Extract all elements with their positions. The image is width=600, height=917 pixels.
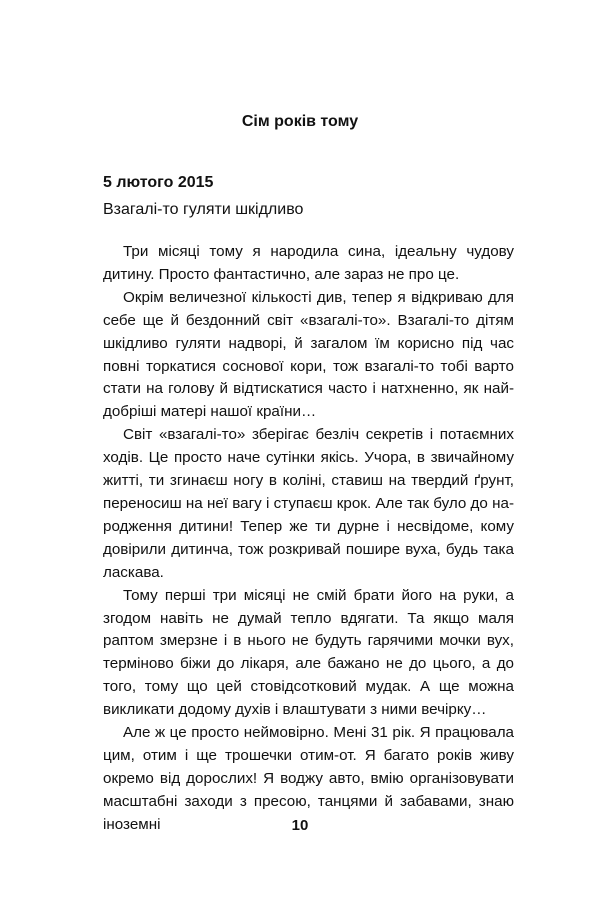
- entry-subtitle: Взагалі-то гуляти шкідливо: [103, 201, 304, 218]
- page-number: 10: [291, 817, 309, 834]
- chapter-title: Сім років тому: [241, 113, 359, 130]
- paragraph: Але ж це просто неймовірно. Мені 31 рік. Я працювала цим, отим і ще трошечки отим-от. Я багато років живу окремо від дорослих! Я воджу авто, вмію організовувати масштабні заходи з пресою, танцями й забавами, знаю іноземні: [103, 724, 514, 833]
- entry-date: 5 лютого 2015: [103, 174, 214, 191]
- paragraph: Окрім величезної кількості див, тепер я відкриваю для себе ще й бездонний світ «взагалі-то». Взагалі-то дітям шкідливо гуляти надворі, й загалом їм корисно під час повні торкатися соснової кори, тож взагалі-то тобі варто стати на голову й відтискатися часто і натхненно, як найдобріші матері нашої країни…: [103, 288, 514, 421]
- body-text: [103, 241, 514, 837]
- paragraph: Три місяці тому я народила сина, ідеальну чудову дитину. Просто фантастично, але зараз не про це.: [103, 243, 514, 283]
- paragraph: Тому перші три місяці не смій брати його на руки, а згодом навіть не думай тепло вдягати. Та якщо маля раптом змерзне і в нього не будуть гарячими мочки вух, терміново біжи до лікаря, але бажано не до цього, а до того, тому що цей стовідсотковий мудак. А ще можна викликати додому духів і влаштувати з ними вечірку…: [103, 586, 514, 719]
- paragraph: Світ «взагалі-то» зберігає безліч секретів і потаємних ходів. Це просто наче сутінки якісь. Учора, в звичайному житті, ти згинаєш ногу в коліні, ставиш на твердий ґрунт, переносиш на неї вагу і ступаєш крок. Але так було до народження дитини! Тепер же ти дурне і несвідоме, кому довірили дитинча, тож розкривай пошире вуха, будь така ласкава.: [103, 426, 514, 581]
